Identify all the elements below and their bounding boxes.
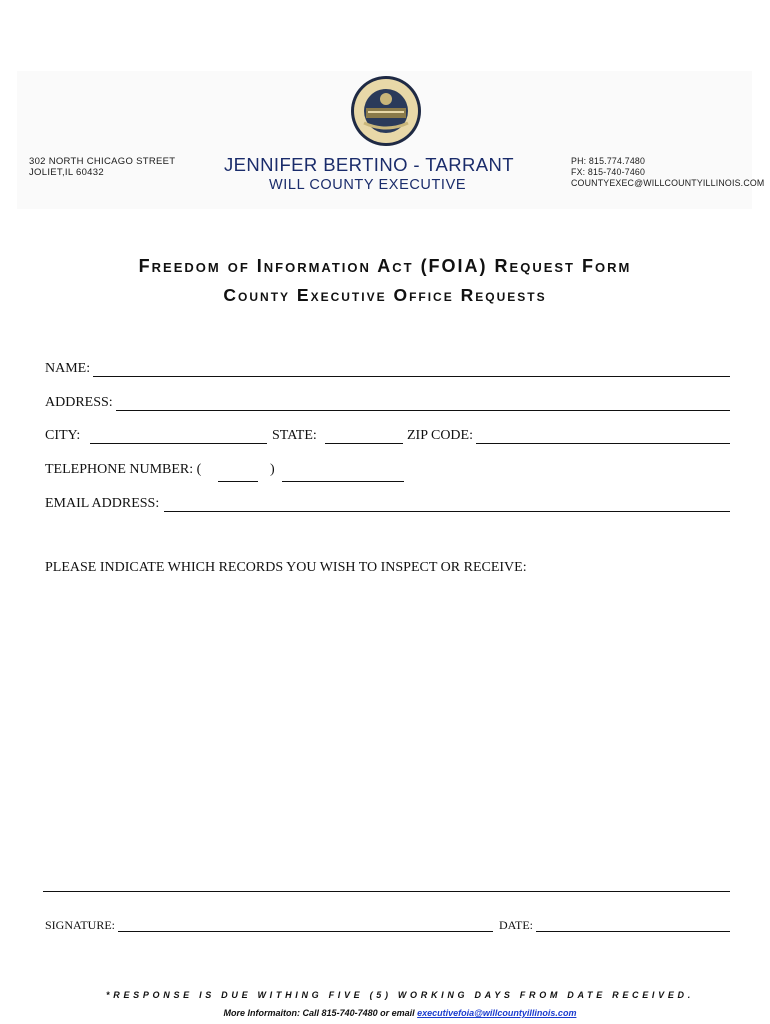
signature-field[interactable] <box>118 931 493 932</box>
email-field[interactable] <box>164 511 730 512</box>
more-info-text: More Informaiton: Call 815-740-7480 or email <box>223 1008 418 1018</box>
office-email: COUNTYEXEC@WILLCOUNTYILLINOIS.COM <box>571 178 765 188</box>
address-label: ADDRESS: <box>45 395 113 410</box>
office-contact <box>571 156 764 189</box>
zip-code-label: ZIP CODE: <box>407 428 473 443</box>
area-code-field[interactable] <box>218 481 258 482</box>
letterhead <box>17 71 765 209</box>
telephone-field[interactable] <box>282 481 404 482</box>
state-field[interactable] <box>325 443 403 444</box>
address-city: JOLIET,IL 60432 <box>29 167 104 178</box>
records-area-bottom-rule <box>43 891 730 892</box>
office-phone: PH: 815.774.7480 <box>571 156 646 166</box>
name-field[interactable] <box>93 376 730 377</box>
city-field[interactable] <box>90 443 267 444</box>
executive-name: JENNIFER BERTINO - TARRANT <box>224 154 514 175</box>
executive-title: WILL COUNTY EXECUTIVE <box>269 177 467 193</box>
more-information-note <box>0 1008 770 1018</box>
form-subtitle: County Executive Office Requests <box>223 285 547 305</box>
foia-email-link[interactable]: executivefoia@willcountyillinois.com <box>417 1008 577 1018</box>
records-request-area[interactable] <box>45 585 730 885</box>
form-title: Freedom of Information Act (FOIA) Request Form <box>138 256 632 276</box>
city-label: CITY: <box>45 428 81 443</box>
name-label: NAME: <box>45 361 91 376</box>
records-request-label: PLEASE INDICATE WHICH RECORDS YOU WISH TO INSPECT OR RECEIVE: <box>45 560 527 575</box>
response-due-note: *RESPONSE IS DUE WITHING FIVE (5) WORKING DAYS FROM DATE RECEIVED. <box>106 990 694 1000</box>
signature-label: SIGNATURE: <box>45 918 116 932</box>
zip-code-field[interactable] <box>476 443 730 444</box>
address-street: 302 NORTH CHICAGO STREET <box>29 156 176 167</box>
telephone-label: TELEPHONE NUMBER: ( <box>45 462 202 477</box>
state-label: STATE: <box>272 428 317 443</box>
address-field[interactable] <box>116 410 730 411</box>
date-field[interactable] <box>536 931 730 932</box>
county-seal-logo <box>350 75 422 147</box>
office-address <box>29 156 175 178</box>
telephone-close-paren: ) <box>270 462 275 477</box>
date-label: DATE: <box>499 918 533 932</box>
office-fax: FX: 815-740-7460 <box>571 167 646 177</box>
email-label: EMAIL ADDRESS: <box>45 496 160 511</box>
